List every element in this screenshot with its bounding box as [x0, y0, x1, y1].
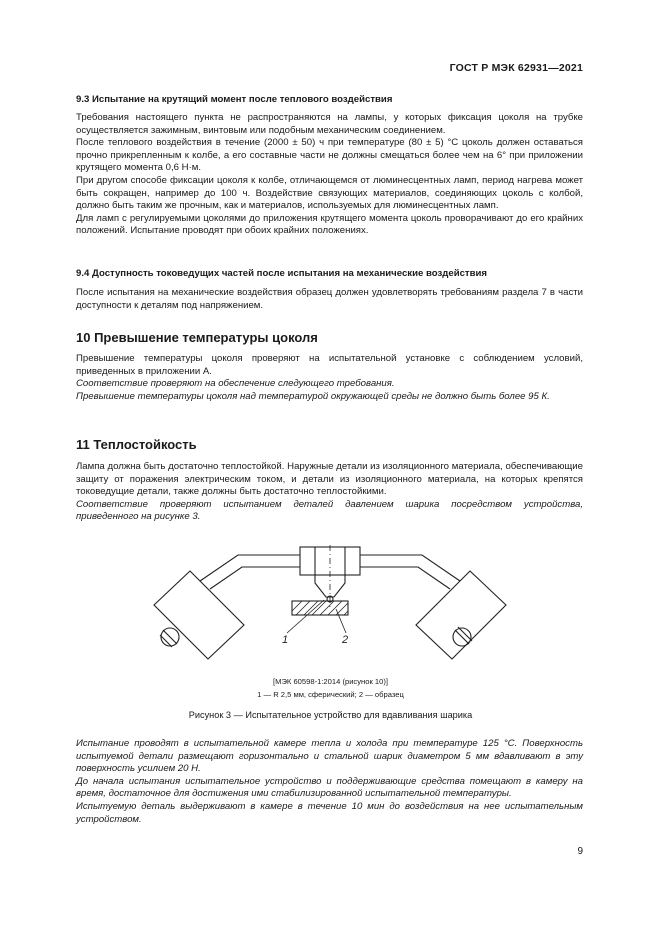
figure-label-1: 1	[282, 634, 289, 646]
paragraph-text: Для ламп с регулируемыми цоколями до приложения крутящего момента цоколь проворачивают до его крайних положений. Испытание проводят при обоих крайних положениях.	[76, 212, 583, 237]
paragraph-text: Испытуемую деталь выдерживают в камере в течение 10 мин до воздействия на нее испытательным устройством.	[76, 800, 583, 825]
paragraph-text: До начала испытания испытательное устройство и поддерживающие средства помещают в камеру на время, достаточное для достижения ими стабилизированной испытательной температуры.	[76, 775, 583, 800]
paragraph-text: Требования настоящего пункта не распространяются на лампы, у которых фиксация цоколя на трубке осуществляется зажимным, винтовым или подобным механическим соединением.	[76, 112, 583, 136]
paragraph-text: Превышение температуры цоколя над температурой окружающей среды не должно быть более 95 К.	[76, 390, 550, 402]
section-11-body-a	[76, 461, 583, 524]
paragraph-text: Превышение температуры цоколя проверяют на испытательной установке с соблюдением условий, приведенных в приложении А.	[76, 353, 583, 377]
figure-legend: 1 — R 2,5 мм, сферический; 2 — образец	[257, 690, 404, 699]
paragraph-text: Лампа должна быть достаточно теплостойкой. Наружные детали из изоляционного материала, обеспечивающие защиту от поражения электрическим током, и детали из изоляционного материала, на которых крепятся токоведущие детали, также должны быть достаточно теплостойкими.	[76, 461, 583, 498]
paragraph-text: После испытания на механические воздействия образец должен удовлетворять требованиям раздела 7 в части доступности к деталям под напряжением.	[76, 287, 583, 311]
paragraph	[76, 137, 583, 175]
ball-pressure-figure	[150, 545, 510, 670]
figure-label-2: 2	[342, 634, 349, 646]
paragraph	[76, 353, 583, 378]
leader-2	[336, 609, 346, 633]
left-arm-outer	[200, 555, 300, 581]
paragraph	[76, 287, 583, 312]
paragraph	[76, 175, 583, 213]
paragraph	[76, 776, 583, 801]
paragraph-text: После теплового воздействия в течение (2000 ± 50) ч при температуре (80 ± 5) °С цоколь должен оставаться прочно прикрепленным к колбе, а его составные части не должны смещаться более чем на 6° при приложении крутящего момента 0,6 Н·м.	[76, 137, 583, 174]
paragraph	[76, 738, 583, 776]
section-11-title: 11 Теплостойкость	[76, 437, 197, 452]
paragraph-text: Испытание проводят в испытательной камере тепла и холода при температуре 125 °С. Поверхность испытуемой детали размещают горизонтально и стальной шарик диаметром 5 мм вдавливают в эту поверхность усилием 20 Н.	[76, 738, 583, 775]
paragraph	[76, 213, 583, 238]
section-11-body-b	[76, 738, 583, 826]
section-10-title: 10 Превышение температуры цоколя	[76, 330, 318, 345]
paragraph	[76, 378, 583, 391]
paragraph	[76, 391, 583, 404]
paragraph	[76, 801, 583, 826]
right-arm-inner	[360, 567, 450, 589]
section-9-3-body	[76, 112, 583, 238]
section-9-4-body	[76, 287, 583, 312]
paragraph-text: При другом способе фиксации цоколя к колбе, отличающемся от люминесцентных ламп, период нагрева может быть сокращен, например до 100 ч. Воздействие связующих материалов, соединяющих цоколь с колбой, должно быть таким же прочным, как и материалов, используемых для люминесцентных ламп.	[76, 174, 583, 212]
left-arm-inner	[210, 567, 300, 589]
paragraph	[76, 499, 583, 524]
section-9-4-title: 9.4 Доступность токоведущих частей после испытания на механические воздействия	[76, 268, 488, 279]
right-arm-outer	[360, 555, 460, 581]
paragraph	[76, 461, 583, 499]
paragraph-text: Соответствие проверяют испытанием деталей давлением шарика посредством устройства, приведенного на рисунке 3.	[76, 498, 583, 523]
paragraph-text: Соответствие проверяют на обеспечение следующего требования.	[76, 378, 395, 390]
page-number: 9	[577, 846, 583, 857]
figure-source: [МЭК 60598-1:2014 (рисунок 10)]	[273, 677, 388, 686]
section-10-body	[76, 353, 583, 403]
paragraph	[76, 112, 583, 137]
section-9-3-title: 9.3 Испытание на крутящий момент после теплового воздействия	[76, 94, 393, 105]
document-header: ГОСТ Р МЭК 62931—2021	[449, 62, 583, 74]
figure-caption: Рисунок 3 — Испытательное устройство для вдавливания шарика	[188, 710, 473, 720]
